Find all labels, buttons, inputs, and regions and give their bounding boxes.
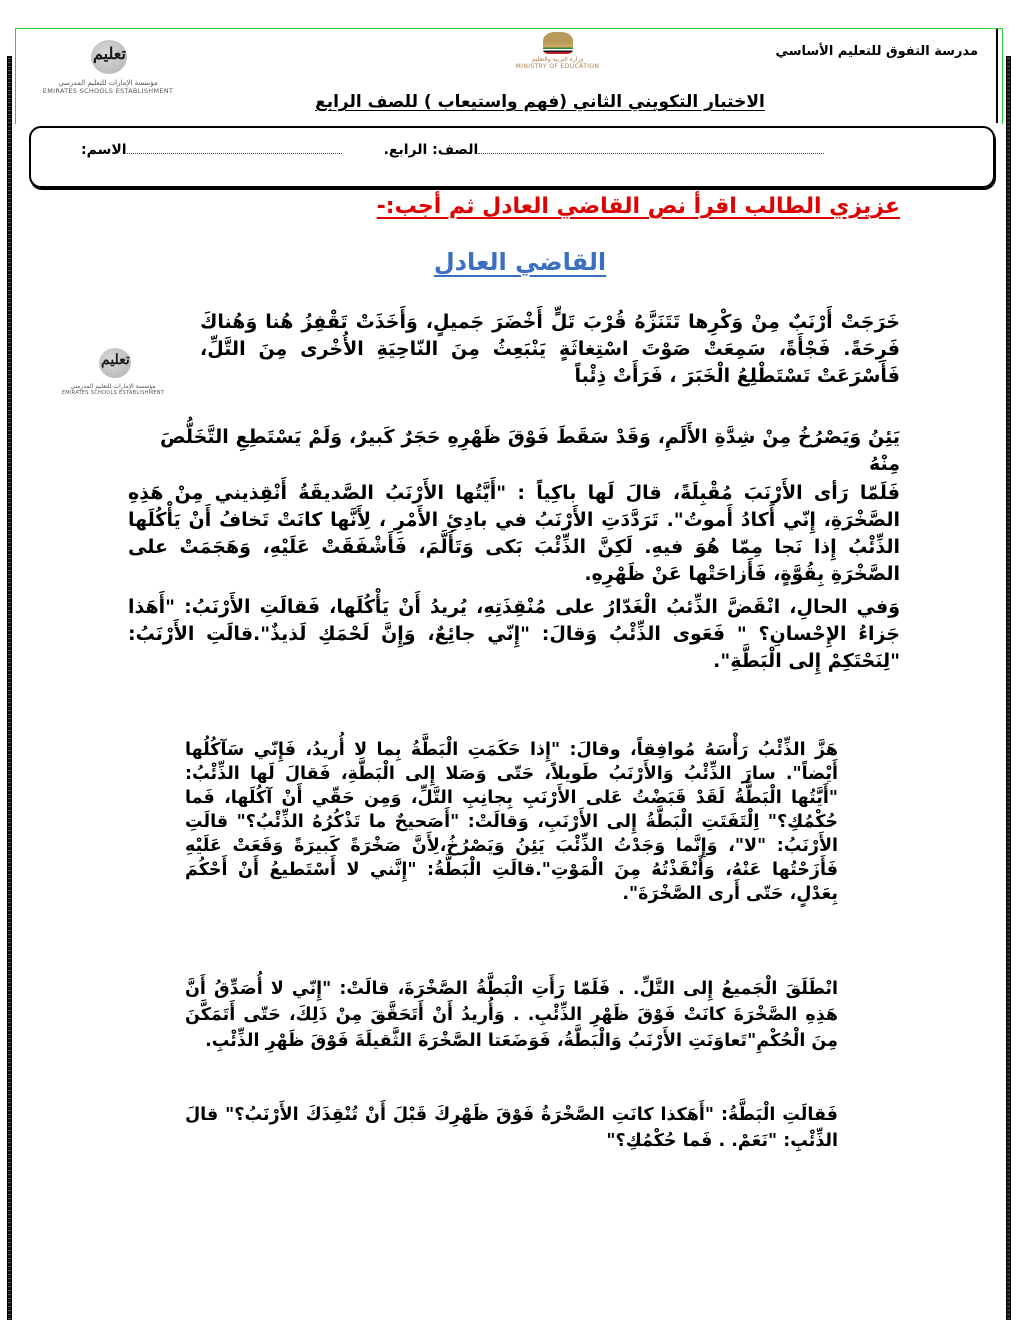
story-paragraph: وَفي الحالِ، انْقَضَّ الذِّئبُ الْغَدّارُ على مُنْقِذَتِهِ، يُريدُ أَنْ يَأْكُلَها، فَقالَتِ الأَرْنَبُ: "أَهَذا جَزاءُ الإِحْسانِ؟ " فَعَوى الذِّئْبُ وَقالَ: "إِنّي جائِعٌ، وَإِنَّ لَحْمَكِ لَذيذٌ".قالَتِ الأَرْنَبُ: "لِنَحْتَكِمْ إِلى الْبَطَّةِ". — [128, 596, 900, 672]
taleem-logo-icon: تعليم — [93, 346, 133, 380]
story-paragraph: فَقالَتِ الْبَطَّةُ: "أَهَكذا كانَتِ الصَّخْرَةُ فَوْقَ ظَهْرِكَ قَبْلَ أَنْ تُنْقِذَكَ الأَرْنَبُ؟" قالَ الذِّئْبِ: "نَعَمْ. . فَما حُكْمُكِ؟" — [185, 1105, 838, 1151]
ministry-of-education-logo — [495, 32, 620, 72]
emirates-schools-logo — [24, 38, 192, 98]
ministry-caption-english: MINISTRY OF EDUCATION — [515, 63, 600, 70]
story-title: القاضي العادل — [433, 248, 607, 276]
watermark-logo: تعليم مؤسسة الإمارات للتعليم المدرسي EMIRATES SCHOOLS ESTABLISHMENT — [78, 346, 148, 412]
name-label: الاسم: — [81, 142, 127, 158]
story-paragraph: هَزَّ الذِّئْبُ رَأْسَهُ مُوافِقاً، وقالَ: "إِذا حَكَمَتِ الْبَطَّةُ بِما لا أُريدُ، فَإِنّي سَآكُلُها أَيْضاً". سارَ الذِّئْبُ وَالأَرْنَبُ طَويلاً، حَتّى وَصَلا إِلى الْبَطَّةِ، فَقالَ لَها الذِّئْبُ: "أَيَّتُها الْبَطَّةُ لَقَدْ قَبَضْتُ عَلى الأَرْنَبِ بِجانِبِ التَّلِّ، وَمِن حَقّي أَنْ آكُلَها، فَما حُكْمُكِ؟" اِلْتَفَتَتِ الْبَطَّةُ إِلى الأَرْنَبِ، وَقالَتْ: "أَصَحيحٌ ما تَذْكُرُهُ الذِّئْبُ؟" قالَتِ الأَرْنَبُ: "لا"، وَإِنَّما وَجَدْتُ الذِّئْبَ يَئِنُ وَيَصْرُخُ،لِأَنَّ صَخْرَةً كَبيرَةً وَقَعَتْ عَلَيْهِ فَأَزَحْتُها عَنْهُ، وَأَنْقَذْتُهُ مِنَ الْمَوْتِ".قالَتِ الْبَطَّةُ: "إِنَّني لا أَسْتَطيعُ أَنْ أَحْكُمَ بِعَدْلٍ، حَتّى أَرى الصَّخْرَةَ". — [185, 740, 838, 904]
story-paragraph: يَئِنُ وَيَصْرُخُ مِنْ شِدَّةِ الأَلَمِ، وَقَدْ سَقَطَ فَوْقَ ظَهْرِهِ حَجَرٌ كَبيرٌ، وَلَمْ يَسْتَطِعِ التَّخَلُّصَ مِنْهُ — [160, 426, 900, 475]
grade-field[interactable] — [478, 142, 824, 154]
student-info-row — [81, 142, 825, 158]
story-paragraph: انْطَلَقَ الْجَميعُ إِلى التَّلِّ. . فَلَمّا رَأَتِ الْبَطَّةُ الصَّخْرَةَ، قالَتْ: "إِنّي لا أُصَدِّقُ أَنَّ هَذِهِ الصَّخْرَةَ كانَتْ فَوْقَ ظَهْرِ الذِّئْبِ. . وَأُريدُ أَنْ أَتَحَقَّقَ مِنْ ذَلِكَ، حَتّى أَتَمَكَّنَ مِنَ الْحُكْمِ"تَعاوَنَتِ الأَرْنَبُ وَالْبَطَّةُ، فَوَضَعَتا الصَّخْرَةَ الثَّقيلَةَ فَوْقَ ظَهْرِ الذِّئْبِ. — [185, 979, 838, 1051]
story-paragraph: فَلَمّا رَأى الأَرْنَبَ مُقْبِلَةً، قالَ لَها باكِياً : "أَيَّتُها الأَرْنَبُ الصَّديقَةُ أَنْقِذيني مِنْ هَذِهِ الصَّخْرَةِ، إِنّي أَكادُ أَموتُ". تَرَدَّدَتِ الأَرْنَبُ في بادِئِ الأَمْرِ ، لِأَنَّها كانَتْ تَخافُ أَنْ يَأْكُلَها الذِّئْبُ إِذا نَجا مِمّا هُوَ فيهِ. لَكِنَّ الذِّئْبَ بَكى وَتَأَلَّمَ، فَأَشْفَقَتْ عَلَيْهِ، وَهَجَمَتْ على الصَّخْرَةِ بِقُوَّةٍ، فَأَزاحَتْها عَنْ ظَهْرِهِ. — [128, 482, 900, 585]
uae-emblem-icon — [543, 32, 573, 54]
name-field[interactable] — [127, 142, 342, 154]
grade-label: الصف: الرابع. — [383, 142, 479, 158]
page-border-left — [7, 56, 12, 1320]
student-info-box — [29, 126, 995, 188]
taleem-logo-icon: تعليم — [85, 38, 131, 76]
story-paragraph: خَرَجَتْ أَرْنَبٌ مِنْ وَكْرِها تَتَنَزَّهُ قُرْبَ تَلٍّ أَخْضَرَ جَميلٍ، وَأَخَذَتْ تَقْفِزُ هُنا وَهُناكَ فَرِحَةً. فَجْأَةً، سَمِعَتْ صَوْتَ اسْتِغاثَةٍ يَنْبَعِثُ مِنَ النّاحِيَةِ الأُخْرى مِنَ التَّلِّ، فَأَسْرَعَتْ تَسْتَطْلِعُ الْخَبَرَ ، فَرَأَتْ ذِئْباً — [200, 311, 900, 387]
school-name: مدرسة التفوق للتعليم الأساسي — [775, 44, 978, 59]
page-border-right — [1006, 56, 1011, 1320]
exam-title: الاختبار التكويني الثاني (فهم واستيعاب ) للصف الرابع — [315, 92, 765, 112]
logo-caption-arabic: مؤسسة الإمارات للتعليم المدرسي — [58, 79, 158, 87]
logo-caption-english: EMIRATES SCHOOLS ESTABLISHMENT — [42, 87, 174, 95]
instruction-heading: عزيزي الطالب اقرأ نص القاضي العادل ثم أجب:- — [376, 194, 900, 219]
ministry-caption-arabic: وزارة التربية والتعليم — [531, 56, 584, 63]
